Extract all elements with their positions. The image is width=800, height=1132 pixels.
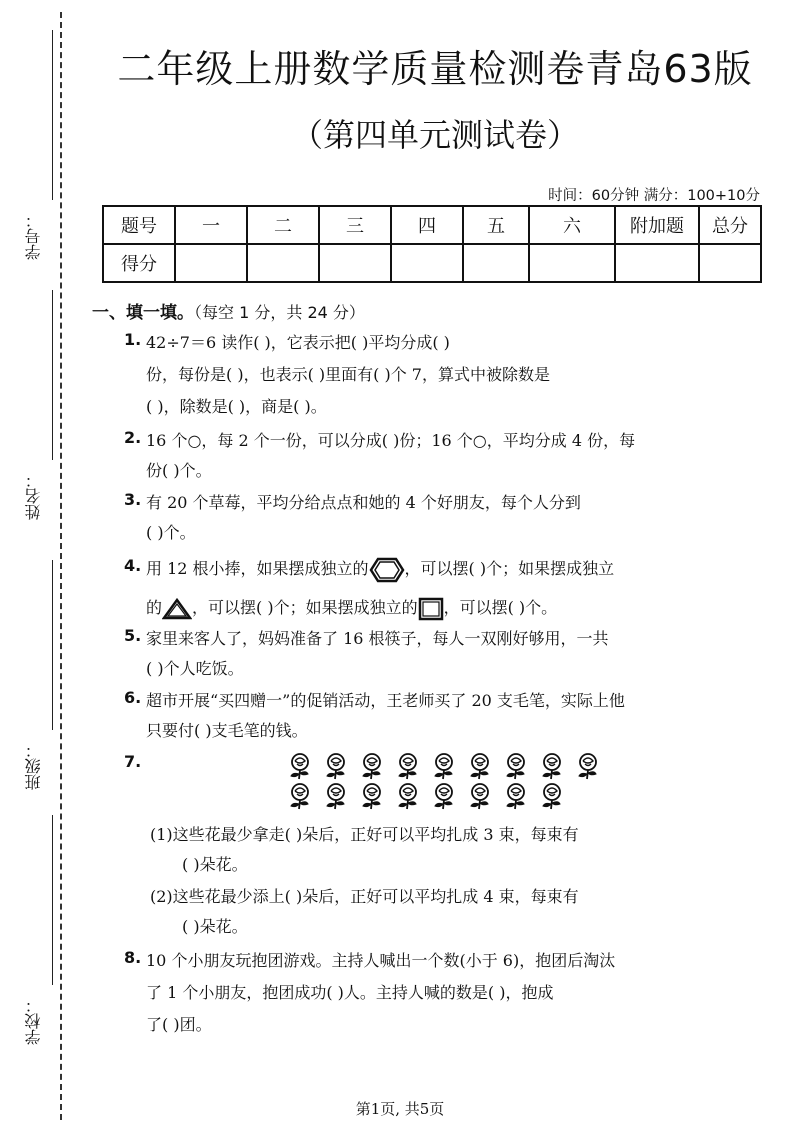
score-header-row [103, 206, 761, 244]
hexagon-icon [369, 557, 405, 583]
question-text: 家里来客人了，妈妈准备了 16 根筷子，每人一双刚好够用，一共 [146, 629, 609, 648]
question-text: (2)这些花最少添上( )朵后，正好可以平均扎成 4 束，每束有 [150, 887, 579, 906]
flower-icon [466, 752, 494, 780]
question-text: 超市开展“买四赠一”的促销活动，王老师买了 20 支毛笔，实际上他 [146, 691, 625, 710]
question-text: 10 个小朋友玩抱团游戏。主持人喊出一个数(小于 6)，抱团后淘汰 [146, 951, 616, 970]
question-text-line2 [146, 595, 557, 621]
flower-icon [286, 752, 314, 780]
question-text: 16 个○，每 2 个一份，可以分成( )份；16 个○，平均分成 4 份，每 [146, 431, 636, 450]
flower-row [286, 782, 616, 812]
section-1-score-note: （每空 1 分，共 24 分） [194, 303, 365, 322]
page-title: 二年级上册数学质量检测卷青岛63版 [117, 47, 753, 91]
score-cell[interactable] [391, 244, 463, 282]
page-footer: 第1页, 共5页 [355, 1100, 445, 1118]
question-number: 5. [124, 626, 142, 645]
score-cell[interactable] [463, 244, 529, 282]
score-cell[interactable] [319, 244, 391, 282]
question-text: ( )个。 [146, 523, 196, 542]
class-field [14, 560, 54, 790]
cut-line [60, 12, 62, 1120]
flower-icon [394, 782, 422, 810]
question-text: 份，每份是( )，也表示( )里面有( )个 7，算式中被除数是 [146, 365, 550, 384]
section-1-title [92, 298, 365, 323]
question-number: 2. [124, 428, 142, 447]
flower-icon [358, 782, 386, 810]
score-header-cell: 四 [391, 206, 463, 244]
section-1-heading: 一、填一填。 [92, 303, 194, 323]
score-header-cell: 总分 [699, 206, 761, 244]
flower-icon [430, 752, 458, 780]
score-cell[interactable] [529, 244, 615, 282]
question-text: ( )朵花。 [182, 917, 248, 936]
question-text: ( )，除数是( )，商是( )。 [146, 397, 327, 416]
triangle-icon [162, 598, 192, 620]
score-header-cell: 五 [463, 206, 529, 244]
square-icon [418, 597, 444, 621]
page-subtitle: （第四单元测试卷） [290, 116, 579, 154]
question-number: 4. [124, 556, 142, 575]
flower-icon [502, 782, 530, 810]
school-field [14, 815, 54, 1045]
score-header-cell: 附加题 [615, 206, 699, 244]
score-header-cell: 一 [175, 206, 247, 244]
student-id-underline [52, 30, 53, 200]
question-number: 6. [124, 688, 142, 707]
score-cell[interactable] [175, 244, 247, 282]
flower-icon [322, 752, 350, 780]
score-cell[interactable] [247, 244, 319, 282]
score-row-label: 得分 [103, 244, 175, 282]
score-row [103, 244, 761, 282]
flower-icon [538, 782, 566, 810]
question-text: 了( )团。 [146, 1015, 212, 1034]
score-header-cell: 题号 [103, 206, 175, 244]
flower-row [286, 752, 616, 782]
question-text: (1)这些花最少拿走( )朵后，正好可以平均扎成 3 束，每束有 [150, 825, 579, 844]
time-info: 时间：60分钟 满分：100+10分 [548, 188, 760, 204]
score-table [102, 205, 762, 283]
flower-icon [394, 752, 422, 780]
score-cell[interactable] [615, 244, 699, 282]
score-header-cell: 六 [529, 206, 615, 244]
question-text: 了 1 个小朋友，抱团成功( )人。主持人喊的数是( )，抱成 [146, 983, 554, 1002]
flower-picture [286, 752, 616, 812]
flower-icon [430, 782, 458, 810]
question-number: 3. [124, 490, 142, 509]
question-text: ( )个人吃饭。 [146, 659, 244, 678]
question-number: 7. [124, 752, 142, 771]
class-underline [52, 560, 53, 730]
question-text: 份( )个。 [146, 461, 212, 480]
flower-icon [502, 752, 530, 780]
student-id-label: 学号： [24, 212, 43, 260]
flower-icon [574, 752, 602, 780]
flower-icon [466, 782, 494, 810]
name-underline [52, 290, 53, 460]
score-cell[interactable] [699, 244, 761, 282]
question-text: 用 12 根小捧，如果摆成独立的 [146, 559, 369, 578]
question-text: 的 [146, 598, 163, 617]
flower-icon [538, 752, 566, 780]
name-field [14, 290, 54, 520]
flower-icon [322, 782, 350, 810]
school-underline [52, 815, 53, 985]
question-text: ，可以摆( )个；如果摆成独立的 [192, 598, 418, 617]
class-label: 班级： [24, 742, 43, 790]
question-text: ，可以摆( )个。 [443, 598, 558, 617]
binding-sidebar [0, 0, 70, 1132]
flower-icon [358, 752, 386, 780]
question-number: 1. [124, 330, 142, 349]
student-id-field [14, 30, 54, 260]
question-text: ( )朵花。 [182, 855, 248, 874]
question-text: 42÷7＝6 读作( )，它表示把( )平均分成( ) [146, 333, 450, 352]
school-label: 学校： [24, 997, 43, 1045]
score-header-cell: 三 [319, 206, 391, 244]
name-label: 姓名： [24, 472, 43, 520]
score-header-cell: 二 [247, 206, 319, 244]
question-number: 8. [124, 948, 142, 967]
question-text: ，可以摆( )个；如果摆成独立 [404, 559, 615, 578]
question-text: 有 20 个草莓，平均分给点点和她的 4 个好朋友，每个人分到 [146, 493, 581, 512]
flower-icon [286, 782, 314, 810]
question-text-line1 [146, 556, 614, 583]
question-text: 只要付( )支毛笔的钱。 [146, 721, 308, 740]
